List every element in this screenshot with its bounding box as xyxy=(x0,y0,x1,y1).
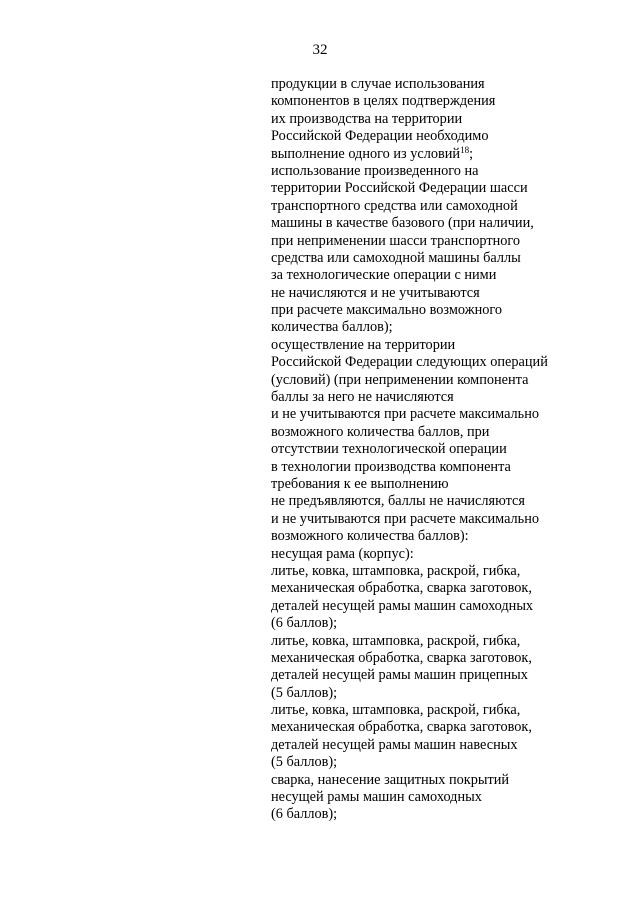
text-line: транспортного средства или самоходной xyxy=(271,197,518,214)
text-line: Российской Федерации необходимо xyxy=(271,128,489,145)
text-line: баллы за него не начисляются xyxy=(271,389,454,406)
text-line: возможного количества баллов): xyxy=(271,528,469,545)
text-line: не начисляются и не учитываются xyxy=(271,284,480,301)
text-line: литье, ковка, штамповка, раскрой, гибка, xyxy=(271,702,521,719)
document-body xyxy=(271,76,631,824)
text-line: несущая рама (корпус): xyxy=(271,545,414,562)
text-line: (5 баллов); xyxy=(271,754,338,771)
text-line: литье, ковка, штамповка, раскрой, гибка, xyxy=(271,562,521,579)
text-line: (условий) (при неприменении компонента xyxy=(271,371,529,388)
text-line: (6 баллов); xyxy=(271,806,338,823)
text-line: деталей несущей рамы машин навесных xyxy=(271,736,518,753)
text-line: не предъявляются, баллы не начисляются xyxy=(271,493,525,510)
text-line: количества баллов); xyxy=(271,319,393,336)
footnote-reference: 18 xyxy=(460,144,470,155)
text-line: сварка, нанесение защитных покрытий xyxy=(271,771,509,788)
page-number: 32 xyxy=(312,42,328,58)
text-line: (6 баллов); xyxy=(271,615,338,632)
text-line: в технологии производства компонента xyxy=(271,458,511,475)
text-line: компонентов в целях подтверждения xyxy=(271,93,496,110)
text-line: машины в качестве базового (при наличии, xyxy=(271,215,534,232)
text-line: их производства на территории xyxy=(271,110,463,127)
text-line: отсутствии технологической операции xyxy=(271,441,507,458)
text-line: деталей несущей рамы машин самоходных xyxy=(271,597,534,614)
text-line: деталей несущей рамы машин прицепных xyxy=(271,667,528,684)
text-segment-punctuation: ; xyxy=(469,145,474,162)
text-line: за технологические операции с ними xyxy=(271,267,497,284)
text-line: при неприменении шасси транспортного xyxy=(271,232,521,249)
text-line: продукции в случае использования xyxy=(271,76,485,92)
text-line: требования к ее выполнению xyxy=(271,475,449,492)
text-line: возможного количества баллов, при xyxy=(271,423,490,440)
text-line: осуществление на территории xyxy=(271,336,456,353)
text-line: и не учитываются при расчете максимально xyxy=(271,406,539,423)
text-line: (5 баллов); xyxy=(271,684,338,701)
text-line: территории Российской Федерации шасси xyxy=(271,180,528,197)
text-line-with-footnote xyxy=(271,146,631,163)
text-line: литье, ковка, штамповка, раскрой, гибка, xyxy=(271,632,521,649)
text-line: механическая обработка, сварка заготовок, xyxy=(271,649,532,666)
text-line: и не учитываются при расчете максимально xyxy=(271,510,539,527)
text-line: несущей рамы машин самоходных xyxy=(271,789,482,806)
text-line: средства или самоходной машины баллы xyxy=(271,249,521,266)
text-line: механическая обработка, сварка заготовок, xyxy=(271,719,532,736)
text-line: при расчете максимально возможного xyxy=(271,302,503,319)
text-line: механическая обработка, сварка заготовок, xyxy=(271,580,532,597)
text-line: Российской Федерации следующих операций xyxy=(271,354,548,371)
text-segment: выполнение одного из условий xyxy=(271,145,461,162)
text-line: использование произведенного на xyxy=(271,162,479,179)
